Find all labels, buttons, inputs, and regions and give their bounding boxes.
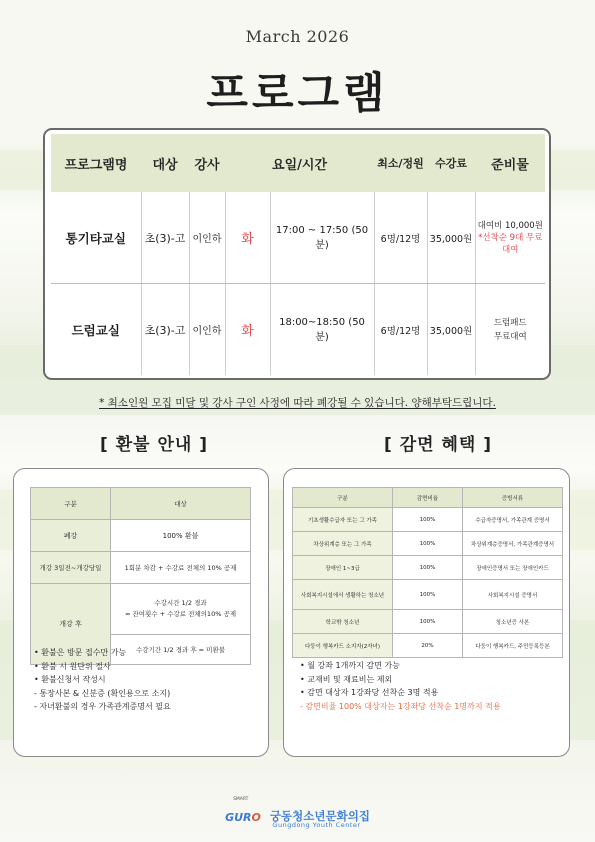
discount-documents: 사회복지시설 증명서 [463,580,563,610]
refund-note-item: - 자녀환불의 경우 가족관계증명서 필요 [34,702,171,712]
discount-rate: 100% [393,508,463,532]
discount-documents: 장애인증명서 또는 장애인카드 [463,556,563,580]
program-fee: 35,000원 [427,284,475,376]
center-name: 궁동청소년문화의집 [269,808,370,823]
refund-head-category: 구분 [31,488,111,520]
center-name-english: Gungdong Youth Center [272,821,361,829]
discount-category: 차상위계층 또는 그 가족 [293,532,393,556]
program-supplies [475,284,545,376]
program-target: 초(3)-고 [141,192,189,284]
discount-rate: 100% [393,610,463,634]
program-day: 화 [225,192,270,284]
refund-row-value: 1회분 차감 + 수강료 전체의 10% 공제 [111,552,251,584]
refund-head-target: 대상 [111,488,251,520]
discount-rate: 100% [393,556,463,580]
col-header-instructor: 강사 [189,134,225,192]
refund-card [13,468,269,757]
program-instructor: 이인하 [189,284,225,376]
refund-note-item: • 환불신청서 작성시 [34,675,106,685]
table-row [293,634,563,658]
discount-table-header [293,488,563,508]
header-date: March 2026 [245,27,350,46]
col-header-fee: 수강료 [427,134,475,192]
program-day: 화 [225,284,270,376]
discount-notes [300,659,501,713]
discount-category: 학교밖 청소년 [293,610,393,634]
discount-documents: 다둥이 행복카드, 주민등록등본 [463,634,563,658]
discount-documents: 차상위계층증명서, 가족관계증명서 [463,532,563,556]
supplies-line: 대여비 10,000원 [477,220,543,231]
table-row [51,284,545,376]
program-name: 통기타교실 [51,192,141,284]
refund-note-item: • 환불은 방문 접수만 가능 [34,648,127,657]
discount-category: 사회복지시설에서 생활하는 청소년 [293,580,393,610]
table-row [31,552,251,584]
supplies-line-highlight: 대여 [502,244,519,255]
table-row [293,580,563,610]
logo-smart-text: SMART [233,797,249,802]
supplies-line: 드럼패드 [493,317,527,328]
program-note [0,395,595,410]
discount-head-documents: 증빙서류 [463,488,563,508]
program-capacity: 6명/12명 [374,192,427,284]
refund-row-value: 수강기간 1/2 경과 후 = 미환불 [111,635,251,665]
refund-note-item: - 통장사본 & 신분증 (확인용으로 소지) [34,688,171,698]
discount-table [292,487,563,658]
table-row [293,556,563,580]
program-supplies [475,192,545,284]
footer-logo [0,797,595,829]
discount-card [283,468,570,757]
table-row [51,192,545,284]
program-target: 초(3)-고 [141,284,189,376]
discount-note-item: • 감면 대상자 1강좌당 선착순 3명 적용 [300,688,439,698]
table-row [293,532,563,556]
program-table [51,134,545,375]
page-title: 프로그램 [206,69,389,119]
refund-note-item: • 환불 시 원단위 절사 [34,661,111,671]
discount-note-item: • 월 강좌 1개까지 감면 가능 [300,661,400,670]
logo-guro-main: GUR [225,811,252,824]
refund-value-line: = 잔여횟수 + 수강료 전체의10% 공제 [124,610,237,618]
logo-guro-accent: O [251,811,261,824]
program-name: 드럼교실 [51,284,141,376]
refund-table [30,487,251,665]
discount-documents: 수급자증명서, 가족관계 증명서 [463,508,563,532]
refund-value-line: 수강시간 1/2 경과 [154,599,207,607]
col-header-supplies: 준비물 [475,134,545,192]
refund-table-header [31,488,251,520]
table-row [31,520,251,552]
refund-row-value: 100% 환불 [111,520,251,552]
table-row [31,584,251,635]
discount-rate: 20% [393,634,463,658]
refund-row-label: 개강 후 [31,584,111,665]
program-fee: 35,000원 [427,192,475,284]
supplies-line: 무료대여 [493,331,527,342]
program-note-text: * 최소인원 모집 미달 및 강사 구인 사정에 따라 폐강될 수 있습니다. 양해부탁드립니다. [99,397,496,409]
program-time: 17:00 ~ 17:50 (50분) [270,192,374,284]
refund-row-label: 폐강 [31,520,111,552]
program-capacity: 6명/12명 [374,284,427,376]
program-table-header [51,134,545,192]
refund-notes [34,646,171,714]
refund-section-title: [ 환불 안내 ] [100,435,208,455]
supplies-line-highlight: *선착순 9대 무료 [478,232,543,243]
refund-row-value [111,584,251,635]
discount-note-item: • 교재비 및 재료비는 제외 [300,674,393,684]
table-row [293,508,563,532]
discount-rate: 100% [393,580,463,610]
discount-note-highlight: - 감면비율 100% 대상자는 1강좌당 선착순 1명까지 적용 [300,701,501,711]
col-header-schedule: 요일/시간 [225,134,374,192]
refund-row-label: 개강 3일전~개강당일 [31,552,111,584]
col-header-target: 대상 [141,134,189,192]
discount-head-rate: 감면비율 [393,488,463,508]
col-header-capacity: 최소/정원 [374,134,427,192]
program-time: 18:00~18:50 (50분) [270,284,374,376]
discount-documents: 청소년증 사본 [463,610,563,634]
discount-head-category: 구분 [293,488,393,508]
discount-rate: 100% [393,532,463,556]
discount-category: 장애인 1~3급 [293,556,393,580]
discount-category: 기초생활수급자 또는 그 가족 [293,508,393,532]
program-table-card [43,128,551,380]
discount-category: 다둥이 행복카드 소지자(2자녀) [293,634,393,658]
discount-section-title: [ 감면 혜택 ] [384,435,492,455]
col-header-name: 프로그램명 [51,134,141,192]
table-row [293,610,563,634]
program-instructor: 이인하 [189,192,225,284]
